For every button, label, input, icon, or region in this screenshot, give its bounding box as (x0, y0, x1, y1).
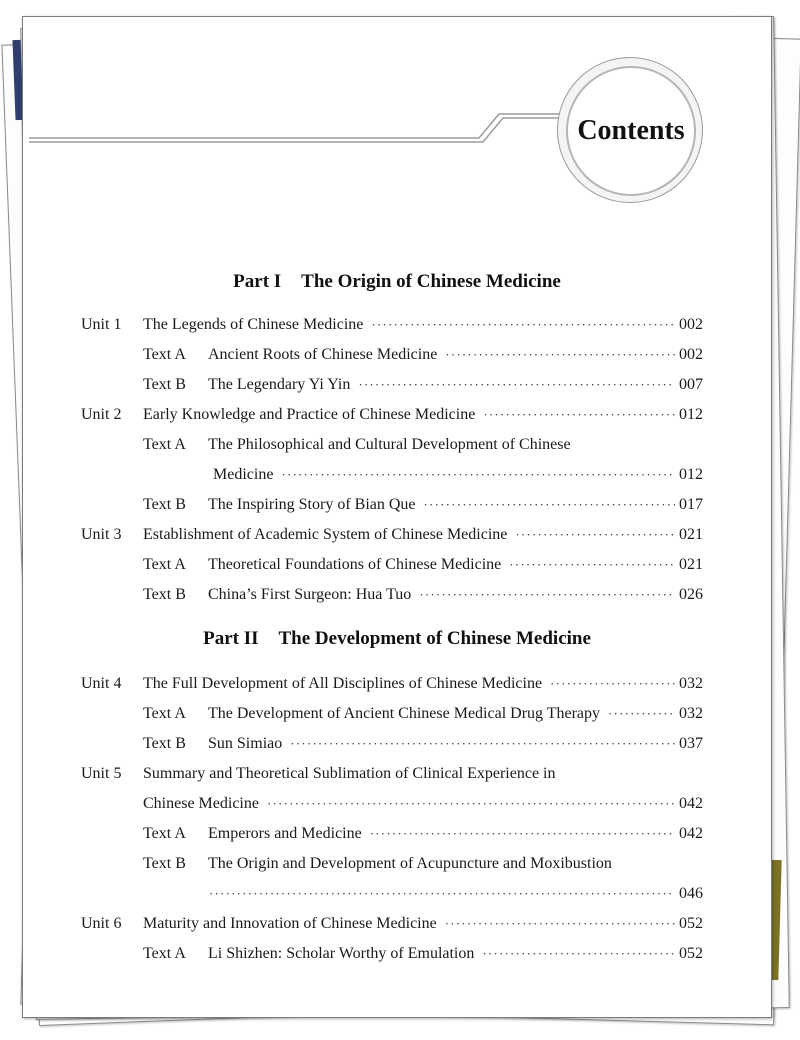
toc-text-row[interactable] (23, 554, 771, 576)
toc-text-row[interactable] (23, 733, 771, 755)
toc-entry (143, 404, 703, 426)
dot-leader (370, 823, 675, 845)
text-title: The Inspiring Story of Bian Que (208, 496, 416, 513)
text-title: Emperors and Medicine (208, 825, 362, 842)
part-heading (23, 628, 771, 650)
text-title: China’s First Surgeon: Hua Tuo (208, 586, 412, 603)
toc-entry (143, 913, 703, 935)
toc-unit-row[interactable] (23, 913, 771, 935)
part-heading (23, 271, 771, 293)
unit-title: Early Knowledge and Practice of Chinese Medicine (143, 406, 476, 423)
unit-title: The Full Development of All Disciplines of Chinese Medicine (143, 675, 543, 692)
text-label: Text A (143, 945, 186, 962)
toc-entry (143, 793, 703, 815)
toc-entry (143, 314, 703, 336)
dot-leader (550, 673, 675, 695)
page-number: 021 (679, 556, 703, 573)
toc-entry (208, 374, 703, 396)
text-title: The Philosophical and Cultural Development of Chinese (208, 436, 571, 453)
text-title: The Development of Ancient Chinese Medical Drug Therapy (208, 705, 601, 722)
text-label: Text B (143, 735, 186, 752)
toc-text-row[interactable] (23, 943, 771, 965)
toc-entry (143, 524, 703, 546)
toc-entry (208, 823, 703, 845)
dot-leader (515, 524, 675, 546)
page-number: 032 (679, 705, 703, 722)
page-number: 007 (679, 376, 703, 393)
toc-entry (201, 883, 703, 905)
text-title: Ancient Roots of Chinese Medicine (208, 346, 438, 363)
toc-text-row-continued[interactable] (23, 883, 771, 905)
part-number: Part I (233, 271, 282, 292)
toc-text-row[interactable] (23, 823, 771, 845)
part-title: The Development of Chinese Medicine (278, 628, 591, 649)
text-label: Text A (143, 436, 186, 453)
text-title-continued: Medicine (213, 466, 274, 483)
dot-leader (445, 913, 675, 935)
dot-leader (281, 464, 675, 486)
text-title: The Legendary Yi Yin (208, 376, 351, 393)
toc-text-row[interactable] (23, 584, 771, 606)
page-number: 002 (679, 316, 703, 333)
page-number: 042 (679, 795, 703, 812)
text-label: Text A (143, 825, 186, 842)
text-title: The Origin and Development of Acupuncture and Moxibustion (208, 855, 612, 872)
page-number: 032 (679, 675, 703, 692)
part-title: The Origin of Chinese Medicine (301, 271, 561, 292)
part-number: Part II (203, 628, 259, 649)
text-label: Text B (143, 496, 186, 513)
unit-title-continued: Chinese Medicine (143, 795, 259, 812)
page-number: 012 (679, 466, 703, 483)
contents-badge-inner (566, 66, 696, 196)
page-number: 021 (679, 526, 703, 543)
dot-leader (608, 703, 675, 725)
text-title: Sun Simiao (208, 735, 283, 752)
unit-number: Unit 6 (81, 915, 122, 932)
toc-unit-row[interactable] (23, 524, 771, 546)
unit-number: Unit 1 (81, 316, 122, 333)
header-decor-line (23, 17, 583, 157)
dot-leader (267, 793, 675, 815)
toc-entry (208, 943, 703, 965)
text-label: Text B (143, 376, 186, 393)
page-title: Contents (577, 115, 685, 146)
unit-number: Unit 4 (81, 675, 122, 692)
text-label: Text B (143, 586, 186, 603)
toc-text-row[interactable] (23, 494, 771, 516)
toc-text-row[interactable] (23, 703, 771, 725)
toc-text-row[interactable] (23, 344, 771, 366)
unit-number: Unit 5 (81, 765, 122, 782)
page-number: 042 (679, 825, 703, 842)
toc-text-row-continued[interactable] (23, 464, 771, 486)
dot-leader (419, 584, 675, 606)
toc-unit-row-continued[interactable] (23, 793, 771, 815)
unit-number: Unit 2 (81, 406, 122, 423)
toc-entry (208, 584, 703, 606)
page-number: 046 (679, 885, 703, 902)
toc-unit-row[interactable] (23, 314, 771, 336)
toc-unit-row[interactable] (23, 763, 771, 785)
text-title: Theoretical Foundations of Chinese Medicine (208, 556, 502, 573)
dot-leader (424, 494, 675, 516)
page-number: 012 (679, 406, 703, 423)
dot-leader (371, 314, 675, 336)
page-number: 017 (679, 496, 703, 513)
toc-unit-row[interactable] (23, 404, 771, 426)
dot-leader (358, 374, 675, 396)
toc-text-row[interactable] (23, 374, 771, 396)
toc-unit-row[interactable] (23, 673, 771, 695)
text-label: Text B (143, 855, 186, 872)
toc-text-row[interactable] (23, 853, 771, 875)
page-number: 002 (679, 346, 703, 363)
dot-leader (482, 943, 675, 965)
toc-entry (213, 464, 703, 486)
dot-leader (209, 883, 675, 905)
contents-badge (557, 57, 703, 203)
toc-entry (143, 673, 703, 695)
unit-number: Unit 3 (81, 526, 122, 543)
unit-title: Maturity and Innovation of Chinese Medicine (143, 915, 437, 932)
dot-leader (509, 554, 675, 576)
text-label: Text A (143, 705, 186, 722)
unit-title: Summary and Theoretical Sublimation of Clinical Experience in (143, 765, 556, 782)
page-number: 026 (679, 586, 703, 603)
contents-page (22, 16, 772, 1018)
toc-entry (208, 703, 703, 725)
page-number: 052 (679, 945, 703, 962)
dot-leader (290, 733, 675, 755)
toc-text-row[interactable] (23, 434, 771, 456)
text-title: Li Shizhen: Scholar Worthy of Emulation (208, 945, 475, 962)
toc-entry (208, 494, 703, 516)
page-number: 037 (679, 735, 703, 752)
page-number: 052 (679, 915, 703, 932)
text-label: Text A (143, 556, 186, 573)
toc-entry (208, 733, 703, 755)
toc-entry (208, 554, 703, 576)
dot-leader (445, 344, 675, 366)
text-label: Text A (143, 346, 186, 363)
unit-title: Establishment of Academic System of Chinese Medicine (143, 526, 508, 543)
toc-entry (208, 344, 703, 366)
dot-leader (483, 404, 675, 426)
unit-title: The Legends of Chinese Medicine (143, 316, 364, 333)
